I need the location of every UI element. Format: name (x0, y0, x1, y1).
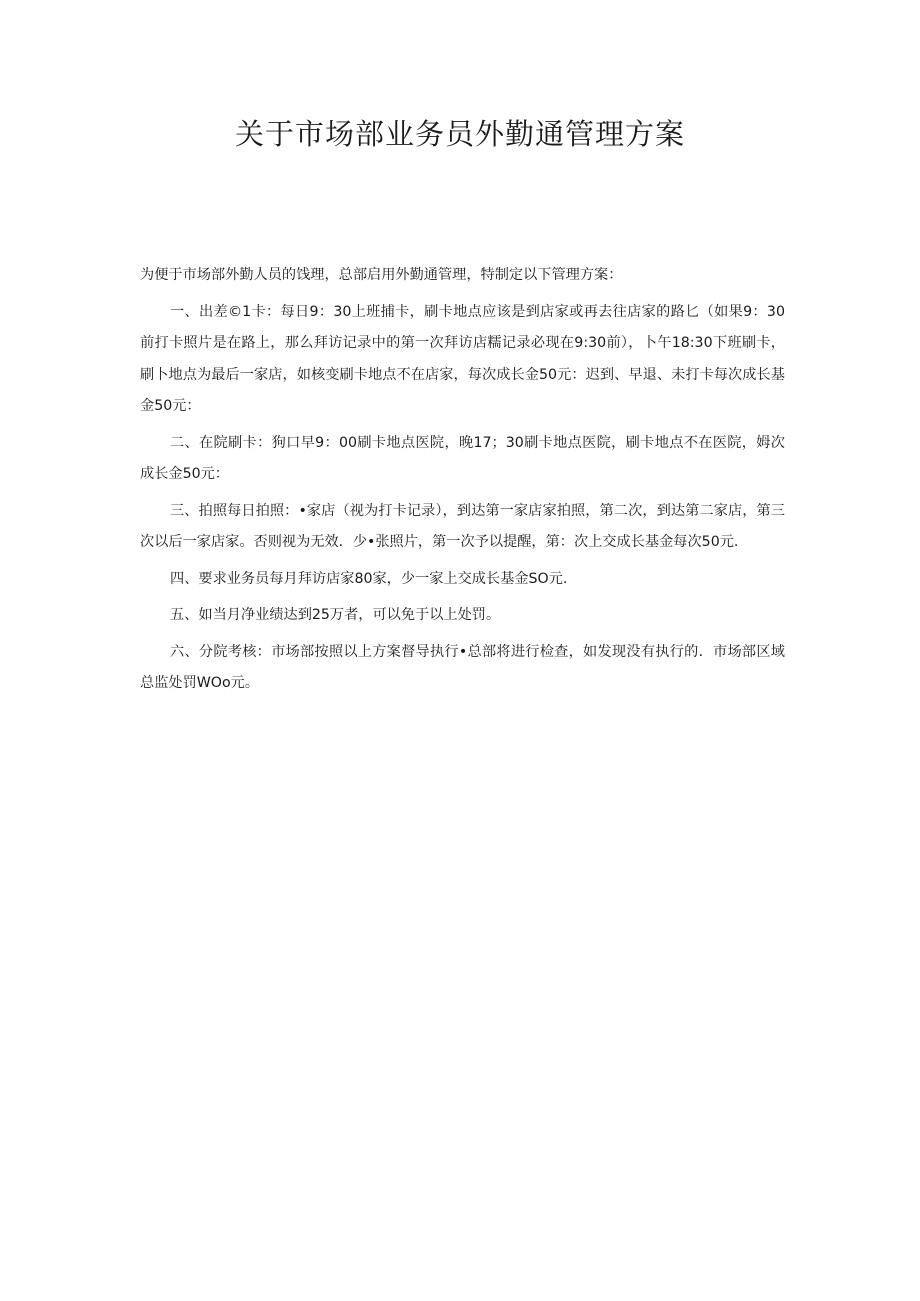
intro-paragraph: 为便于市场部外勤人员的饯理，总部启用外勤通管理，特制定以下管理方案： (140, 267, 623, 283)
rule-item-1: 一、出差©1卡：每日9：30上班捕卡，刷卡地点应该是到店家或再去往店家的路匕（如果9：30前打卡照片是在路上，那么拜访记录中的第一次拜访店糯记录必现在9:30前），卜午18:30下班刷卡，刷卜地点为最后一家店，如核变刷卡地点不在店家，每次成长金50元：迟到、早退、未打卡每次成长基金50元： (140, 303, 785, 414)
rule-item-4: 四、要求业务员每月拜访店家80家，少一家上交成长基金SO元. (170, 570, 568, 587)
document-title: 关于市场部业务员外勤通管理方案 (234, 117, 685, 151)
rule-item-3: 三、拍照每日拍照：•家店（视为打卡记录），到达第一家店家拍照，第二次，到达第二家店，第三次以后一家店家。否则视为无效．少•张照片，第一次予以提醒，第：次上交成长基金每次50元. (140, 502, 785, 550)
document-body (140, 260, 785, 705)
rule-item-2: 二、在院刷卡：狗口早9：00刷卡地点医院，晚17；30刷卡地点医院，刷卡地点不在医院，姆次成长金50元： (140, 434, 785, 482)
rule-item-6: 六、分院考核：市场部按照以上方案督导执行•总部将进行检查，如发现没有执行的．市场部区域总监处罚WOo元。 (140, 643, 785, 691)
rule-item-5: 五、如当月净业绩达到25万者，可以免于以上处罚。 (170, 607, 501, 623)
